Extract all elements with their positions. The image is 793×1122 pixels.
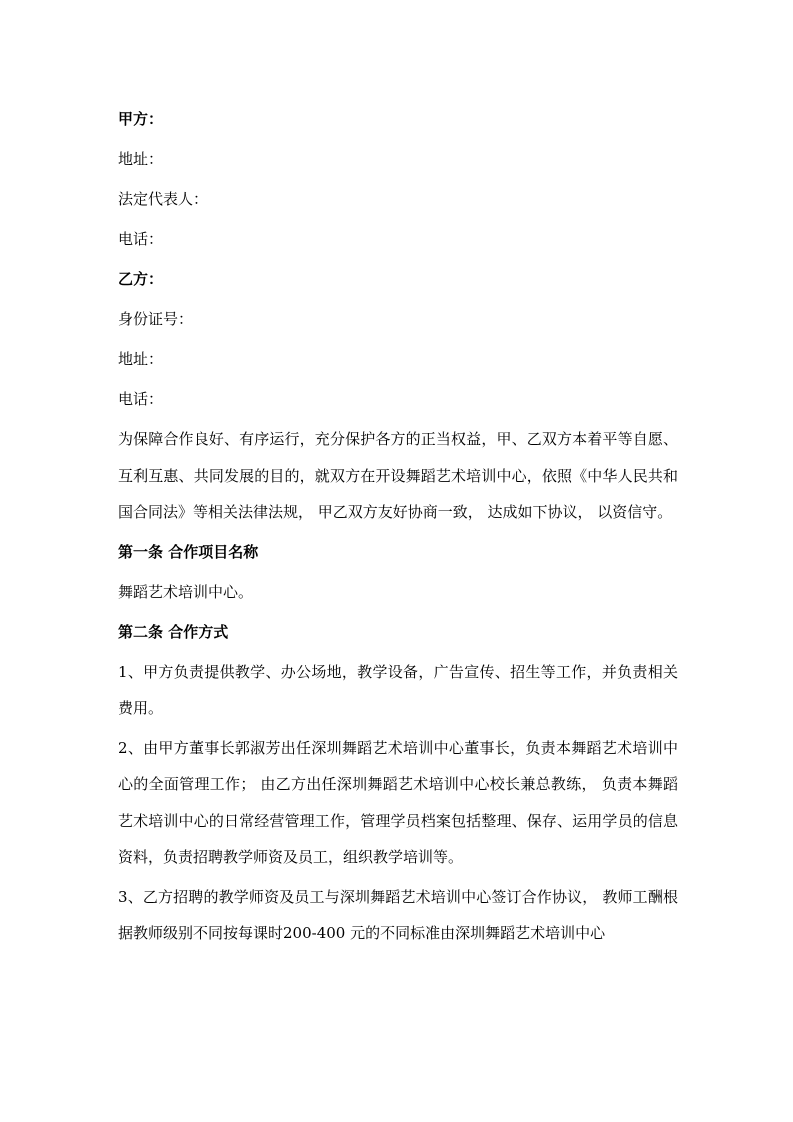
- article-1-body: 舞蹈艺术培训中心。: [118, 582, 254, 601]
- article-1-heading: 第一条 合作项目名称: [118, 542, 259, 561]
- party-a-legal-rep: 法定代表人：: [118, 190, 209, 208]
- preamble-paragraph: 为保障合作良好、有序运行，充分保护各方的正当权益，甲、乙双方本着平等自愿、互利互惠、共同发展的目的，就双方在开设舞蹈艺术培训中心，依照《中华人民共和国合同法》等相关法律法规， 甲乙双方友好协商一致， 达成如下协议， 以资信守。: [118, 430, 678, 521]
- party-b-address: 地址：: [118, 350, 164, 368]
- article-2-item-2: 2、由甲方董事长郭淑芳出任深圳舞蹈艺术培训中心董事长，负责本舞蹈艺术培训中心的全面管理工作； 由乙方出任深圳舞蹈艺术培训中心校长兼总教练， 负责本舞蹈艺术培训中心的日常经营管理工作，管理学员档案包括整理、保存、运用学员的信息资料，负责招聘教学师资及员工，组织教学培训等。: [118, 738, 678, 866]
- article-2-item-1: 1、甲方负责提供教学、办公场地，教学设备，广告宣传、招生等工作，并负责相关费用。: [118, 662, 678, 717]
- contract-body: [118, 109, 678, 963]
- party-b-phone: 电话：: [118, 390, 164, 408]
- party-a-address: 地址：: [118, 150, 164, 168]
- party-a-heading: 甲方：: [118, 110, 164, 128]
- article-2-heading: 第二条 合作方式: [118, 622, 229, 641]
- party-a-phone: 电话：: [118, 230, 164, 248]
- party-b-heading: 乙方：: [118, 270, 164, 288]
- article-2-item-3: 3、乙方招聘的教学师资及员工与深圳舞蹈艺术培训中心签订合作协议， 教师工酬根据教师级别不同按每课时200-400 元的不同标准由深圳舞蹈艺术培训中心: [118, 887, 678, 942]
- party-b-id-number: 身份证号：: [118, 310, 194, 328]
